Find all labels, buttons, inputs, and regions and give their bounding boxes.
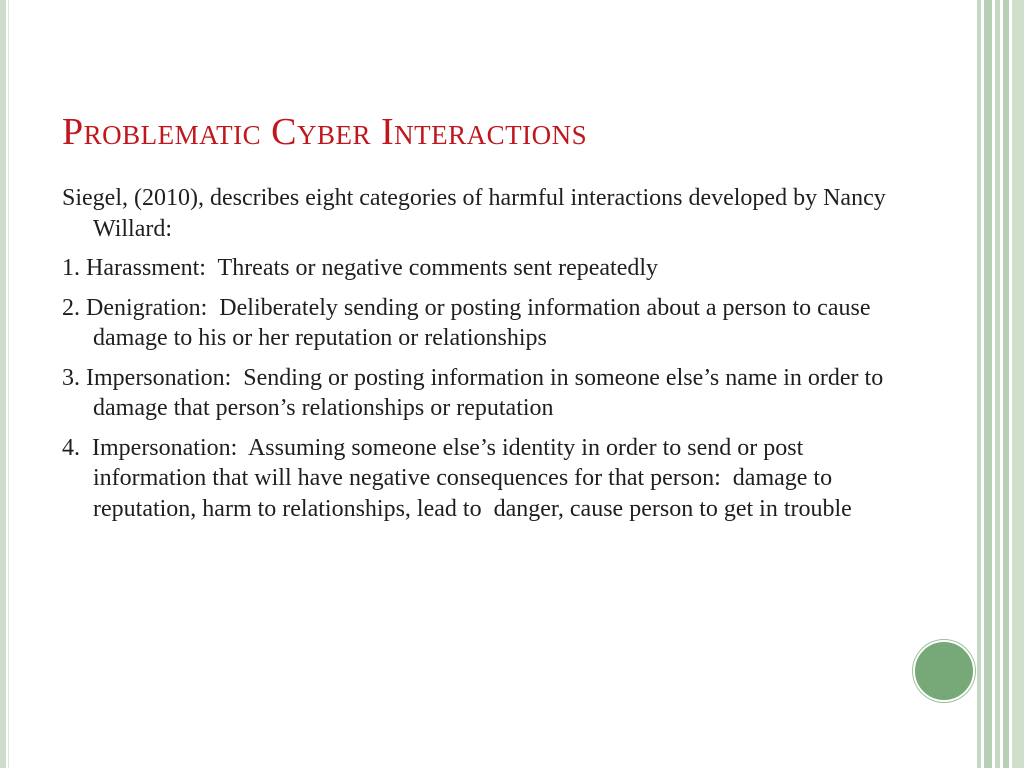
intro-paragraph: Siegel, (2010), describes eight categories of harmful interactions developed by Nancy Willard:	[62, 185, 892, 242]
decorative-circle	[913, 640, 975, 702]
slide-title: Problematic Cyber Interactions	[62, 111, 588, 153]
slide-body	[62, 183, 892, 533]
right-frame-stripe	[1003, 0, 1009, 768]
list-item-impersonation-assuming: 4. Impersonation: Assuming someone else’s identity in order to send or post information that will have negative consequences for that person: damage to reputation, harm to relationships, lead to danger, cause person to get in trouble	[62, 434, 852, 522]
left-border-rule-inner	[8, 0, 9, 768]
list-item-harassment: 1. Harassment: Threats or negative comments sent repeatedly	[62, 255, 659, 281]
left-border-rule	[0, 0, 6, 768]
right-frame-stripe	[984, 0, 992, 768]
right-frame-stripe	[1012, 0, 1024, 768]
right-frame-stripe	[977, 0, 981, 768]
list-item-impersonation-sending: 3. Impersonation: Sending or posting information in someone else’s name in order to damage that person’s relationships or reputation	[62, 364, 890, 421]
list-item-denigration: 2. Denigration: Deliberately sending or posting information about a person to cause damage to his or her reputation or relationships	[62, 294, 877, 351]
right-frame-stripe	[995, 0, 1000, 768]
